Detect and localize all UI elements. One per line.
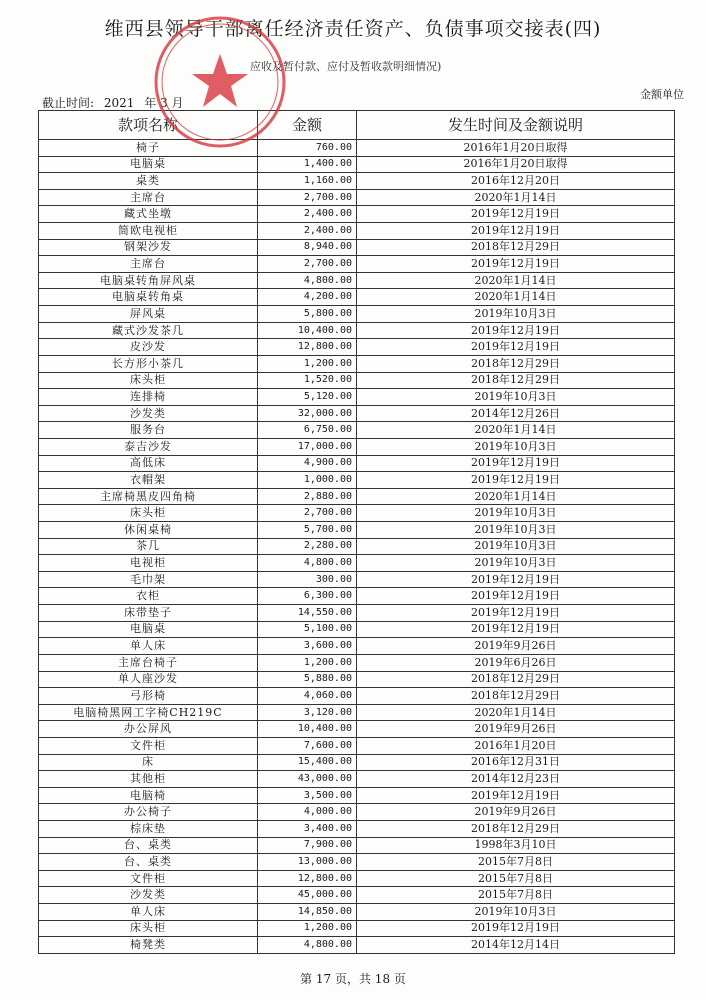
item-name-cell: 连排椅	[39, 389, 258, 406]
date-note-cell: 2016年1月20日取得	[357, 140, 675, 157]
table-header-row	[39, 111, 675, 140]
table-row	[39, 472, 675, 489]
amount-cell: 2,700.00	[258, 189, 357, 206]
amount-cell: 4,060.00	[258, 688, 357, 705]
amount-cell: 3,500.00	[258, 787, 357, 804]
date-note-cell: 2019年12月19日	[357, 256, 675, 273]
item-name-cell: 单人床	[39, 638, 258, 655]
date-note-cell: 1998年3月10日	[357, 837, 675, 854]
table-row	[39, 455, 675, 472]
date-note-cell: 2019年12月19日	[357, 920, 675, 937]
table-row	[39, 571, 675, 588]
table-row	[39, 306, 675, 323]
item-name-cell: 电脑桌转角桌	[39, 289, 258, 306]
amount-cell: 4,800.00	[258, 555, 357, 572]
amount-cell: 14,550.00	[258, 605, 357, 622]
amount-cell: 12,800.00	[258, 870, 357, 887]
table-row	[39, 887, 675, 904]
date-note-cell: 2019年10月3日	[357, 438, 675, 455]
table-row	[39, 322, 675, 339]
amount-cell: 2,400.00	[258, 206, 357, 223]
amount-cell: 4,800.00	[258, 937, 357, 954]
item-name-cell: 高低床	[39, 455, 258, 472]
table-row	[39, 804, 675, 821]
item-name-cell: 台、桌类	[39, 854, 258, 871]
amount-cell: 32,000.00	[258, 405, 357, 422]
date-note-cell: 2018年12月29日	[357, 671, 675, 688]
date-note-cell: 2019年9月26日	[357, 721, 675, 738]
date-note-cell: 2019年12月19日	[357, 588, 675, 605]
table-row	[39, 173, 675, 190]
item-name-cell: 藏式沙发茶几	[39, 322, 258, 339]
item-name-cell: 电视柜	[39, 555, 258, 572]
table-row	[39, 256, 675, 273]
date-note-cell: 2019年9月26日	[357, 804, 675, 821]
item-name-cell: 长方形小茶几	[39, 355, 258, 372]
amount-cell: 13,000.00	[258, 854, 357, 871]
document-title: 维西县领导干部离任经济责任资产、负债事项交接表(四)	[104, 18, 602, 40]
table-row	[39, 505, 675, 522]
item-name-cell: 弓形椅	[39, 688, 258, 705]
table-row	[39, 372, 675, 389]
date-note-cell: 2020年1月14日	[357, 289, 675, 306]
item-name-cell: 电脑椅黑网工字椅CH219C	[39, 704, 258, 721]
date-note-cell: 2019年12月19日	[357, 223, 675, 240]
date-note-cell: 2014年12月23日	[357, 771, 675, 788]
amount-cell: 2,700.00	[258, 505, 357, 522]
date-note-cell: 2018年12月29日	[357, 239, 675, 256]
item-name-cell: 电脑桌	[39, 156, 258, 173]
item-name-cell: 办公屏风	[39, 721, 258, 738]
amount-cell: 6,750.00	[258, 422, 357, 439]
item-name-cell: 办公椅子	[39, 804, 258, 821]
table-row	[39, 522, 675, 539]
item-name-cell: 皮沙发	[39, 339, 258, 356]
table-row	[39, 771, 675, 788]
date-note-cell: 2019年12月19日	[357, 455, 675, 472]
item-name-cell: 床带垫子	[39, 605, 258, 622]
date-note-cell: 2014年12月14日	[357, 937, 675, 954]
item-name-cell: 床头柜	[39, 920, 258, 937]
date-note-cell: 2016年12月20日	[357, 173, 675, 190]
item-name-cell: 椅子	[39, 140, 258, 157]
header-amount: 金额	[258, 111, 357, 140]
table-row	[39, 638, 675, 655]
table-row	[39, 289, 675, 306]
table-row	[39, 721, 675, 738]
date-note-cell: 2019年6月26日	[357, 654, 675, 671]
item-name-cell: 床	[39, 754, 258, 771]
table-row	[39, 272, 675, 289]
amount-cell: 4,000.00	[258, 804, 357, 821]
amount-cell: 2,280.00	[258, 538, 357, 555]
amount-cell: 7,900.00	[258, 837, 357, 854]
table-row	[39, 654, 675, 671]
item-name-cell: 毛巾架	[39, 571, 258, 588]
amount-cell: 10,400.00	[258, 721, 357, 738]
date-note-cell: 2019年12月19日	[357, 322, 675, 339]
amount-cell: 8,940.00	[258, 239, 357, 256]
amount-cell: 5,120.00	[258, 389, 357, 406]
table-body	[39, 140, 675, 954]
amount-cell: 1,160.00	[258, 173, 357, 190]
amount-cell: 3,400.00	[258, 820, 357, 837]
table-row	[39, 189, 675, 206]
table-row	[39, 870, 675, 887]
table-row	[39, 837, 675, 854]
item-name-cell: 桌类	[39, 173, 258, 190]
item-name-cell: 简欧电视柜	[39, 223, 258, 240]
item-name-cell: 钢架沙发	[39, 239, 258, 256]
item-name-cell: 沙发类	[39, 405, 258, 422]
item-name-cell: 屏风桌	[39, 306, 258, 323]
item-name-cell: 文件柜	[39, 870, 258, 887]
table-row	[39, 389, 675, 406]
date-note-cell: 2018年12月29日	[357, 355, 675, 372]
amount-cell: 1,520.00	[258, 372, 357, 389]
table-row	[39, 206, 675, 223]
date-note-cell: 2015年7月8日	[357, 887, 675, 904]
date-note-cell: 2019年9月26日	[357, 638, 675, 655]
amount-cell: 45,000.00	[258, 887, 357, 904]
amount-cell: 5,700.00	[258, 522, 357, 539]
table-row	[39, 223, 675, 240]
amount-cell: 760.00	[258, 140, 357, 157]
header-date-note: 发生时间及金额说明	[357, 111, 675, 140]
date-note-cell: 2019年10月3日	[357, 389, 675, 406]
amount-cell: 4,900.00	[258, 455, 357, 472]
amount-cell: 1,200.00	[258, 920, 357, 937]
item-name-cell: 主席椅黑皮四角椅	[39, 488, 258, 505]
amount-cell: 5,800.00	[258, 306, 357, 323]
table-row	[39, 355, 675, 372]
table-row	[39, 704, 675, 721]
date-note-cell: 2019年10月3日	[357, 306, 675, 323]
date-note-cell: 2019年10月3日	[357, 904, 675, 921]
amount-cell: 4,200.00	[258, 289, 357, 306]
table-row	[39, 422, 675, 439]
amount-cell: 5,100.00	[258, 621, 357, 638]
date-note-cell: 2019年10月3日	[357, 538, 675, 555]
table-row	[39, 920, 675, 937]
table-row	[39, 156, 675, 173]
item-name-cell: 主席台	[39, 189, 258, 206]
date-note-cell: 2019年10月3日	[357, 555, 675, 572]
item-name-cell: 椅凳类	[39, 937, 258, 954]
date-note-cell: 2019年12月19日	[357, 472, 675, 489]
item-name-cell: 床头柜	[39, 372, 258, 389]
table-row	[39, 555, 675, 572]
date-note-cell: 2019年12月19日	[357, 621, 675, 638]
date-note-cell: 2020年1月14日	[357, 272, 675, 289]
date-note-cell: 2020年1月14日	[357, 704, 675, 721]
date-note-cell: 2018年12月29日	[357, 372, 675, 389]
date-note-cell: 2015年7月8日	[357, 870, 675, 887]
date-note-cell: 2016年1月20日取得	[357, 156, 675, 173]
item-name-cell: 电脑椅	[39, 787, 258, 804]
table-row	[39, 688, 675, 705]
table-row	[39, 488, 675, 505]
date-note-cell: 2019年10月3日	[357, 505, 675, 522]
table-row	[39, 904, 675, 921]
date-label: 截止时间:	[42, 96, 95, 110]
table-row	[39, 787, 675, 804]
amount-cell: 1,000.00	[258, 472, 357, 489]
amount-cell: 1,200.00	[258, 654, 357, 671]
amount-cell: 1,200.00	[258, 355, 357, 372]
table-row	[39, 621, 675, 638]
amount-cell: 43,000.00	[258, 771, 357, 788]
table-row	[39, 605, 675, 622]
table-row	[39, 405, 675, 422]
header-item-name: 款项名称	[39, 111, 258, 140]
item-name-cell: 单人座沙发	[39, 671, 258, 688]
item-name-cell: 主席台椅子	[39, 654, 258, 671]
item-name-cell: 沙发类	[39, 887, 258, 904]
item-name-cell: 泰吉沙发	[39, 438, 258, 455]
item-name-cell: 台、桌类	[39, 837, 258, 854]
table-row	[39, 754, 675, 771]
asset-table	[38, 110, 675, 954]
amount-cell: 3,600.00	[258, 638, 357, 655]
table-row	[39, 339, 675, 356]
item-name-cell: 电脑桌转角屏风桌	[39, 272, 258, 289]
date-note-cell: 2014年12月26日	[357, 405, 675, 422]
official-seal-icon	[150, 12, 290, 152]
date-note-cell: 2020年1月14日	[357, 189, 675, 206]
item-name-cell: 主席台	[39, 256, 258, 273]
date-note-cell: 2019年10月3日	[357, 522, 675, 539]
item-name-cell: 茶几	[39, 538, 258, 555]
item-name-cell: 衣帽架	[39, 472, 258, 489]
amount-cell: 1,400.00	[258, 156, 357, 173]
amount-cell: 2,700.00	[258, 256, 357, 273]
item-name-cell: 休闲桌椅	[39, 522, 258, 539]
item-name-cell: 藏式坐墩	[39, 206, 258, 223]
amount-cell: 6,300.00	[258, 588, 357, 605]
table-row	[39, 671, 675, 688]
date-note-cell: 2015年7月8日	[357, 854, 675, 871]
amount-cell: 10,400.00	[258, 322, 357, 339]
date-note-cell: 2019年12月19日	[357, 339, 675, 356]
table-row	[39, 937, 675, 954]
amount-cell: 3,120.00	[258, 704, 357, 721]
amount-cell: 7,600.00	[258, 737, 357, 754]
date-note-cell: 2016年1月20日	[357, 737, 675, 754]
date-note-cell: 2020年1月14日	[357, 422, 675, 439]
amount-cell: 15,400.00	[258, 754, 357, 771]
amount-cell: 2,880.00	[258, 488, 357, 505]
amount-cell: 12,800.00	[258, 339, 357, 356]
amount-cell: 14,850.00	[258, 904, 357, 921]
amount-unit-label: 金额单位	[640, 88, 684, 101]
date-note-cell: 2016年12月31日	[357, 754, 675, 771]
date-year: 2021	[103, 96, 135, 110]
date-note-cell: 2019年12月19日	[357, 571, 675, 588]
page-number: 第 17 页，共 18 页	[300, 972, 406, 986]
table-row	[39, 588, 675, 605]
item-name-cell: 衣柜	[39, 588, 258, 605]
item-name-cell: 棕床垫	[39, 820, 258, 837]
table-row	[39, 438, 675, 455]
item-name-cell: 单人床	[39, 904, 258, 921]
date-note-cell: 2019年12月19日	[357, 787, 675, 804]
table-row	[39, 239, 675, 256]
amount-cell: 300.00	[258, 571, 357, 588]
amount-cell: 4,800.00	[258, 272, 357, 289]
item-name-cell: 服务台	[39, 422, 258, 439]
table-row	[39, 820, 675, 837]
item-name-cell: 电脑桌	[39, 621, 258, 638]
date-month: 年 3 月	[144, 96, 184, 110]
table-row	[39, 737, 675, 754]
document-subtitle: 应收及暂付款、应付及暂收款明细情况)	[250, 60, 442, 73]
date-note-cell: 2018年12月29日	[357, 820, 675, 837]
table-row	[39, 854, 675, 871]
item-name-cell: 床头柜	[39, 505, 258, 522]
date-note-cell: 2018年12月29日	[357, 688, 675, 705]
date-note-cell: 2020年1月14日	[357, 488, 675, 505]
date-note-cell: 2019年12月19日	[357, 605, 675, 622]
table-row	[39, 538, 675, 555]
item-name-cell: 文件柜	[39, 737, 258, 754]
amount-cell: 2,400.00	[258, 223, 357, 240]
item-name-cell: 其他柜	[39, 771, 258, 788]
date-note-cell: 2019年12月19日	[357, 206, 675, 223]
amount-cell: 5,880.00	[258, 671, 357, 688]
amount-cell: 17,000.00	[258, 438, 357, 455]
table-row	[39, 140, 675, 157]
